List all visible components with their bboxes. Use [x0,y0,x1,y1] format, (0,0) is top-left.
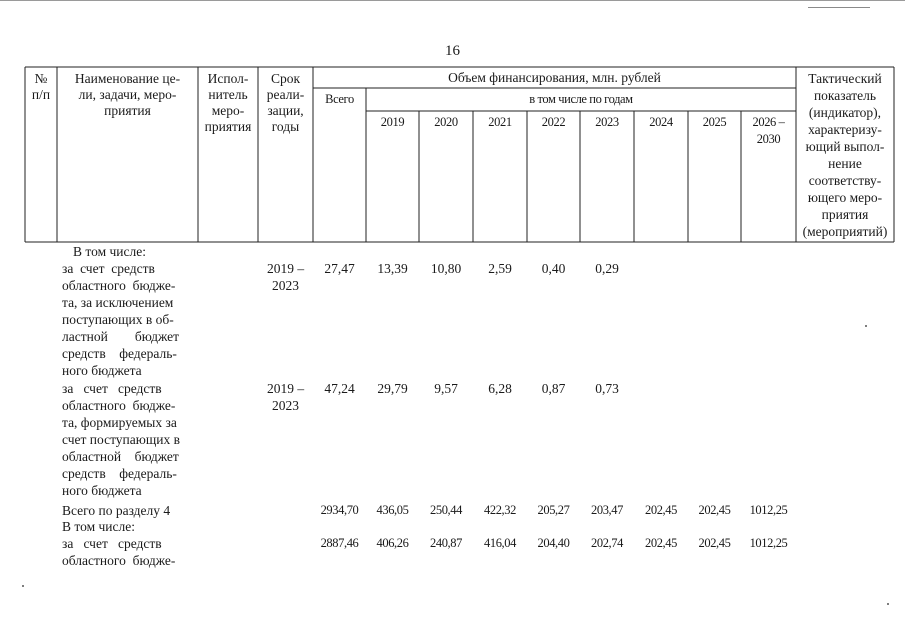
header-name-line: ли, задачи, меро- [78,87,177,102]
row-name-line: средств федераль- [62,466,177,481]
header-indicator-line: приятия [821,207,869,222]
row-name-line: областной бюджет [62,449,179,464]
header-year-2020: 2020 [434,115,458,129]
row-value-2023: 0,73 [595,381,619,396]
header-indicator-line: нение [828,156,862,171]
row-value-2021: 416,04 [484,536,516,550]
row-name-line: областного бюдже- [62,553,176,568]
header-indicator-line: ющего меро- [807,190,883,205]
header-executor-line: меро- [211,103,245,118]
row-value-2020: 9,57 [434,381,458,396]
row-value-2019: 406,26 [376,536,409,550]
row-term: 2019 – [266,261,305,276]
row-value-2021: 6,28 [488,381,512,396]
row-name-line: областного бюдже- [62,398,176,413]
header-year-2021: 2021 [488,115,512,129]
row-value-2026-2030: 1012,25 [749,503,788,517]
row-name-line: та, формируемых за [62,415,177,430]
row-value-2020: 10,80 [430,261,462,276]
row-value-2021: 2,59 [488,261,512,276]
page-number: 16 [445,43,460,59]
header-executor-line: нитель [208,87,248,102]
row-name-line: за счет средств [62,261,155,276]
header-indicator-line: соответству- [808,173,882,188]
row-value-2025: 202,45 [698,503,731,517]
row-value-2023: 202,74 [591,536,623,550]
header-executor-line: Испол- [207,71,249,86]
row-name-line: счет поступающих в [62,432,180,447]
row-value-2025: 202,45 [698,536,731,550]
header-year-2019: 2019 [380,115,405,129]
row-value-total: 2934,70 [320,503,359,517]
row-name-line: за счет средств [62,536,162,551]
row-value-2022: 0,87 [541,381,566,396]
row-name-line: средств федераль- [62,346,177,361]
including-label: В том числе: [73,244,146,259]
header-term-line: реали- [266,87,305,102]
header-term-line: годы [271,119,300,134]
header-name-line: приятия [104,103,151,118]
scan-speck [22,585,24,587]
row-value-2019: 13,39 [377,261,408,276]
row-value-2020: 250,44 [430,503,462,517]
header-by-years: в том числе по годам [529,92,633,106]
row-value-2019: 29,79 [377,381,408,396]
section-total-label: Всего по разделу 4 [62,503,171,518]
row-value-2022: 205,27 [537,503,570,517]
row-value-2020: 240,87 [430,536,462,550]
header-financing: Объем финансирования, млн. рублей [448,70,661,85]
header-year-2025: 2025 [702,115,727,129]
header-year-2022: 2022 [541,115,566,129]
row-value-total: 2887,46 [320,536,359,550]
row-name-line: та, за исключением [62,295,174,310]
row-value-total: 47,24 [324,381,355,396]
row-term: 2023 [272,398,299,413]
row-value-2021: 422,32 [484,503,516,517]
row-value-total: 27,47 [324,261,355,276]
row-value-2022: 0,40 [541,261,566,276]
including-label: В том числе: [62,519,135,534]
header-name-line: Наименование це- [74,71,181,86]
row-name-line: ного бюджета [62,363,142,378]
row-term: 2023 [272,278,299,293]
scan-speck [887,603,889,605]
row-term: 2019 – [266,381,305,396]
row-value-2022: 204,40 [537,536,570,550]
scan-speck [865,325,867,327]
header-term-line: Срок [270,71,301,86]
row-value-2024: 202,45 [645,503,677,517]
header-number: № [34,71,48,86]
row-name-line: ного бюджета [62,483,142,498]
row-value-2023: 0,29 [595,261,619,276]
row-name-line: поступающих в об- [62,312,174,327]
header-indicator-line: ющий выпол- [805,139,885,154]
row-value-2019: 436,05 [376,503,409,517]
row-name-line: за счет средств [62,381,162,396]
header-term-line: зации, [267,103,304,118]
header-indicator-line: Тактический [808,71,882,86]
header-indicator-line: (мероприятий) [802,224,888,239]
row-value-2026-2030: 1012,25 [749,536,788,550]
header-number-sub: п/п [31,87,51,102]
header-total: Всего [325,92,354,106]
header-indicator-line: показатель [813,88,877,103]
header-executor-line: приятия [204,119,252,134]
header-year-2024: 2024 [649,115,673,129]
header-indicator-line: характеризу- [808,122,882,137]
header-indicator-line: (индикатор), [808,105,882,120]
row-name-line: ластной бюджет [62,329,179,344]
row-value-2023: 203,47 [591,503,623,517]
header-year-2026: 2026 – [752,115,785,129]
row-name-line: областного бюдже- [62,278,176,293]
header-year-2030: 2030 [756,132,781,146]
header-year-2023: 2023 [595,115,619,129]
row-value-2024: 202,45 [645,536,677,550]
